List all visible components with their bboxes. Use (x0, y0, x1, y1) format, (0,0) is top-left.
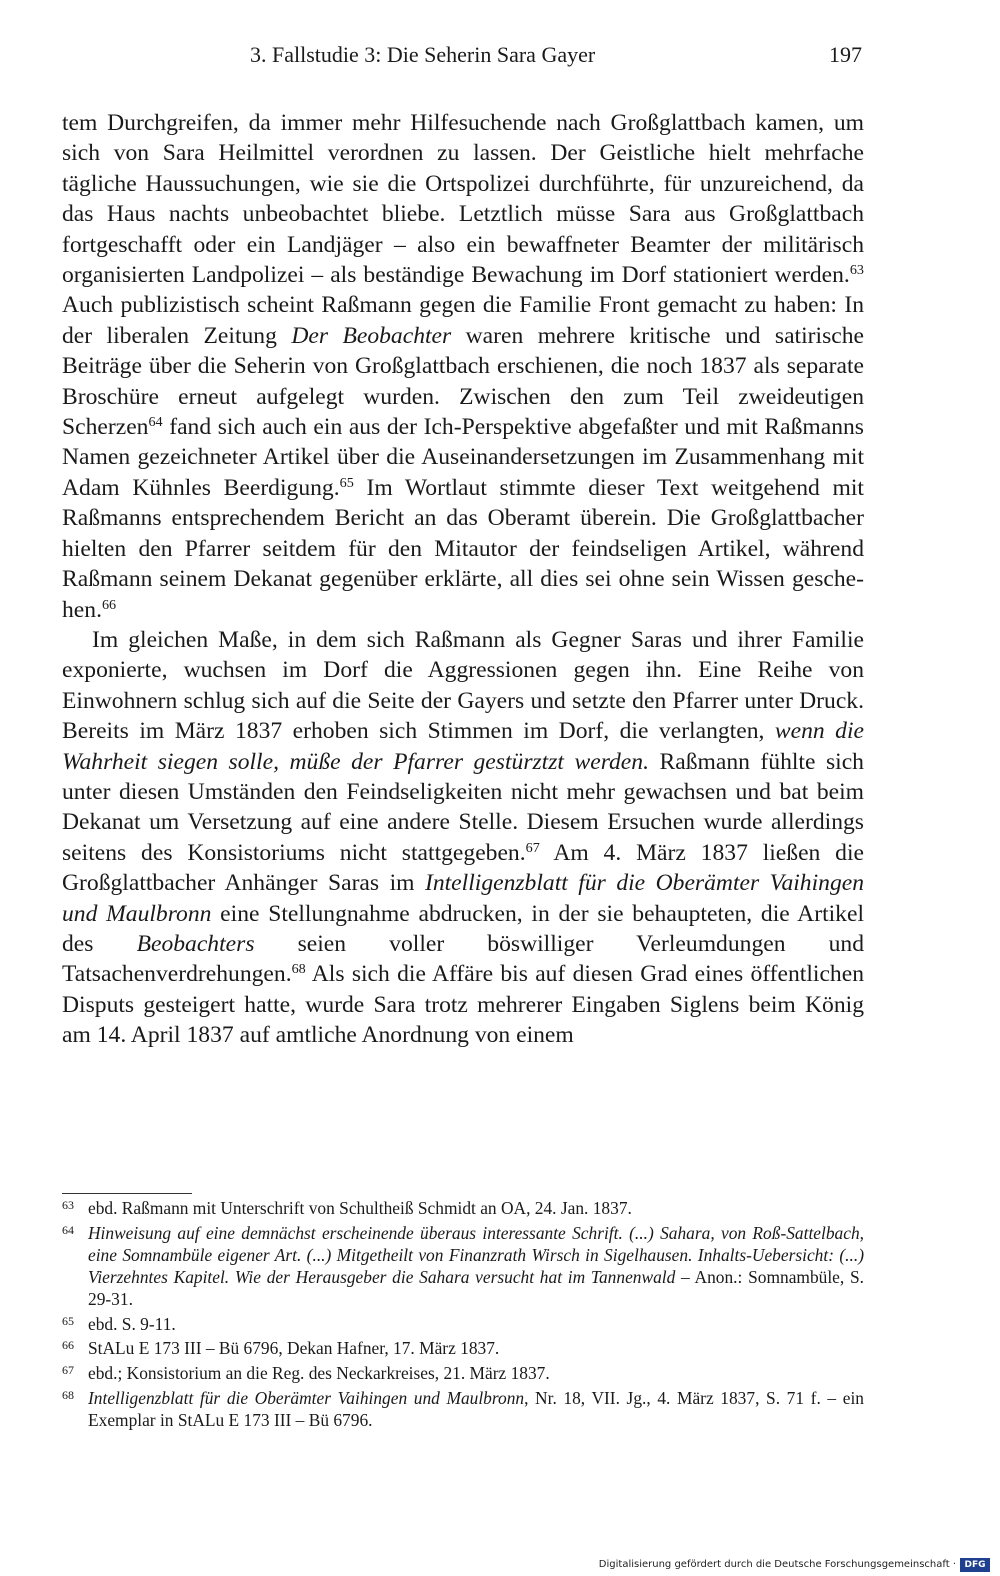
text-run: tem Durchgreifen, da immer mehr Hilfesuchende nach Großglattbach kamen, um sich von Sara Heilmittel verordnen zu lassen. Der Geistliche hielt mehrfache tägliche Haussuchungen, wie sie die Ortspolizei durchführte, für unzureichend, da das Haus nachts unbeobachtet bliebe. Letztlich müsse Sara aus Großglattbach fortgeschafft oder ein Landjäger – also ein bewaffneter Beamter der militärisch organisierten Landpolizei – als beständige Bewachung im Dorf stationiert werden. (62, 110, 864, 289)
text-run: Auch publizistisch scheint Raßmann gegen die Familie Front gemacht zu haben: In der liberalen Zeitung (62, 292, 864, 349)
footnote-67 (62, 1363, 864, 1385)
footnote-68 (62, 1388, 864, 1432)
footnote-text: StALu E 173 III – Bü 6796, Dekan Hafner, 17. März 1837. (88, 1338, 500, 1359)
footnote-number: 63 (62, 1198, 74, 1212)
running-head: 3. Fallstudie 3: Die Seherin Sara Gayer (250, 42, 596, 67)
footnote-separator (62, 1193, 192, 1194)
footnote-number: 67 (62, 1363, 74, 1378)
text-run: eine Stellungnahme abdrucken, in der sie behaupteten, die Artikel des (62, 900, 864, 957)
text-run: Am 4. März 1837 ließen die Großglattbacher Anhänger Saras im (62, 839, 864, 897)
digitization-note: Digitalisierung gefördert durch die Deutsche Forschungsgemeinschaft · (598, 1559, 956, 1570)
footnotes (62, 1198, 864, 1435)
dfg-logo: DFG (960, 1558, 990, 1572)
footnote-italic-title: Hinweisung auf eine demnächst erscheinende überaus interessante Schrift. (...) Sahara, von Roß-Sattelbach, eine Somnambüle eigener Art. (...) Mitgetheilt von Finanzrath Wirsch in Sigelhausen. Inhalts-Uebersicht: (...) Vierzehntes Kapitel. Wie der Herausgeber die Sahara versucht hat im Tannenwald (88, 1222, 864, 1287)
footnote-text: ebd. S. 9-11. (88, 1313, 176, 1334)
paragraph-2 (62, 625, 864, 1051)
footnote-text: , Nr. 18, VII. Jg., 4. März 1837, S. 71 f. – ein Exemplar in StALu E 173 III – Bü 6796. (88, 1388, 864, 1431)
quotation: wenn die Wahrheit siegen solle, müße der Pfarrer gestürztzt werden. (62, 718, 865, 775)
footnote-number: 66 (62, 1338, 74, 1353)
footnote-text: ebd. Raßmann mit Unterschrift von Schultheiß Schmidt an OA, 24. Jan. 1837. (88, 1198, 632, 1218)
text-run: seien voller böswilliger Verleumdungen und Tatsachenverdrehungen. (62, 930, 865, 988)
footnote-number: 65 (62, 1313, 74, 1328)
text-run: Im gleichen Maße, in dem sich Raßmann als Gegner Saras und ihrer Familie exponierte, wuchsen im Dorf die Aggressionen gegen ihn. Eine Reihe von Einwohnern schlug sich auf die Seite der Gayers und setzte den Pfarrer unter Druck. Bereits im März 1837 erhoben sich Stimmen im Dorf, die verlangten, (62, 626, 864, 745)
footnote-text: – Anon.: Somnambüle, S. 29-31. (88, 1266, 864, 1309)
main-text (62, 108, 864, 1051)
footnote-number: 64 (62, 1222, 74, 1237)
page-number: 197 (829, 42, 862, 67)
footnote-text: ebd.; Konsistorium an die Reg. des Neckarkreises, 21. März 1837. (88, 1363, 550, 1384)
paragraph-1 (62, 108, 864, 625)
footnote-italic-title: Intelligenzblatt für die Oberämter Vaihingen und Maulbronn (88, 1388, 525, 1409)
text-run: waren mehrere kritische und satirische Beiträge über die Seherin von Großglattbach erschienen, die noch 1837 als separate Broschüre erneut aufgelegt wurden. Zwischen den zum Teil zweideutigen Scherzen (62, 322, 864, 441)
footnote-ref-64[interactable]: 64 (148, 414, 163, 431)
footnote-ref-67[interactable]: 67 (525, 839, 540, 856)
text-run: Raßmann fühlte sich unter diesen Umständen den Feindseligkeiten nicht mehr gewachsen und bat beim Dekanat um Versetzung auf eine andere Stelle. Diesem Ersuchen wurde allerdings seitens des Konsistoriums nicht stattgegeben. (62, 748, 864, 866)
footnote-64 (62, 1223, 864, 1311)
footnote-number: 68 (62, 1388, 74, 1403)
publication-title: Intelligenzblatt für die Oberämter Vaihingen und Maulbronn (62, 870, 865, 927)
newspaper-title: Der Beobachter (291, 322, 452, 349)
footnote-ref-68[interactable]: 68 (291, 961, 306, 978)
footnote-65 (62, 1314, 864, 1336)
text-run: fand sich auch ein aus der Ich-Perspektive abgefaßter und mit Raßmanns Namen gezeichneter Artikel über die Auseinandersetzungen im Zusammenhang mit Adam Kühnles Beerdigung. (62, 414, 864, 501)
text-run: Als sich die Affäre bis auf diesen Grad eines öffentlichen Disputs gesteigert hatte, wurde Sara trotz mehrerer Eingaben Siglens beim König am 14. April 1837 auf amtliche Anordnung von einem (62, 961, 864, 1049)
footnote-66 (62, 1338, 864, 1360)
footnote-63 (62, 1198, 864, 1220)
footnote-ref-65[interactable]: 65 (339, 475, 354, 492)
footnote-ref-66[interactable]: 66 (101, 596, 117, 613)
footnote-ref-63[interactable]: 63 (849, 262, 864, 279)
newspaper-title: Beobachters (136, 930, 255, 957)
text-run: Im Wortlaut stimmte dieser Text weitgehend mit Raßmanns entsprechendem Bericht an das Oberamt überein. Die Großglattbacher hielten den Pfarrer seitdem für den Mitautor der feindseligen Artikel, während Raßmann seinem Dekanat gegenüber erklärte, all dies sei ohne sein Wissen geschehen. (62, 474, 864, 623)
